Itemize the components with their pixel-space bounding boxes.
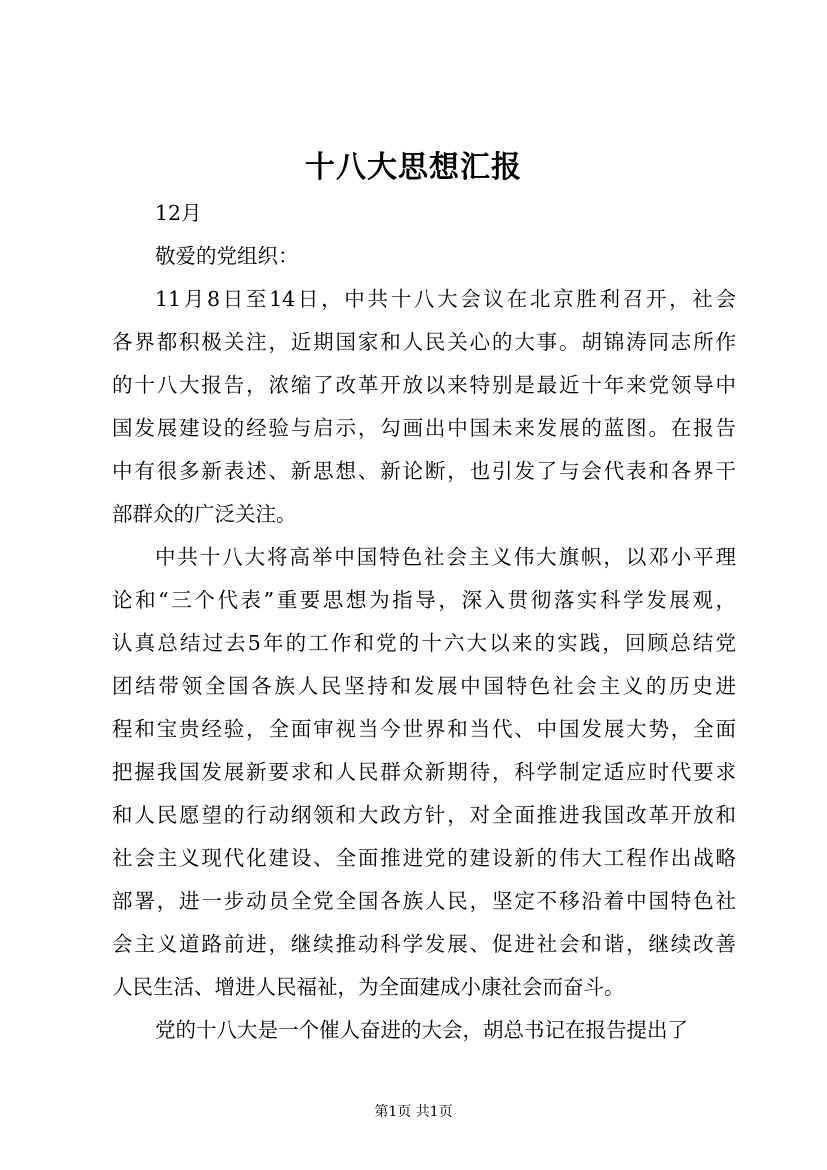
paragraph-line: 论和“三个代表”重要思想为指导，深入贯彻落实科学发展观， xyxy=(112,588,736,612)
date-line: 12月 xyxy=(155,201,202,225)
paragraph xyxy=(112,1009,736,1052)
paragraph-line: 和人民愿望的行动纲领和大政方针，对全面推进我国改革开放和 xyxy=(112,803,736,827)
paragraph-line: 部群众的广泛关注。 xyxy=(112,502,297,526)
paragraph-line: 认真总结过去5年的工作和党的十六大以来的实践，回顾总结党 xyxy=(112,631,736,655)
paragraphs xyxy=(112,278,736,1052)
paragraph-line: 各界都积极关注，近期国家和人民关心的大事。胡锦涛同志所作 xyxy=(112,330,736,354)
document-title: 十八大思想汇报 xyxy=(305,150,522,185)
paragraph-line: 中共十八大将高举中国特色社会主义伟大旗帜，以邓小平理 xyxy=(155,545,736,569)
paragraph xyxy=(112,278,736,536)
paragraph-line: 11月8日至14日，中共十八大会议在北京胜利召开，社会 xyxy=(155,287,736,311)
salutation: 敬爱的党组织： xyxy=(155,244,299,268)
paragraph-line: 社会主义现代化建设、全面推进党的建设新的伟大工程作出战略 xyxy=(112,846,736,870)
page-footer: 第1页 共1页 xyxy=(374,1104,453,1120)
paragraph-line: 国发展建设的经验与启示，勾画出中国未来发展的蓝图。在报告 xyxy=(112,416,736,440)
paragraph-line: 部署，进一步动员全党全国各族人民，坚定不移沿着中国特色社 xyxy=(112,889,736,913)
paragraph-line: 程和宝贵经验，全面审视当今世界和当代、中国发展大势，全面 xyxy=(112,717,736,741)
paragraph-line: 的十八大报告，浓缩了改革开放以来特别是最近十年来党领导中 xyxy=(112,373,736,397)
paragraph-line: 团结带领全国各族人民坚持和发展中国特色社会主义的历史进 xyxy=(112,674,736,698)
paragraph xyxy=(112,536,736,1009)
paragraph-line: 会主义道路前进，继续推动科学发展、促进社会和谐，继续改善 xyxy=(112,932,736,956)
paragraph-line: 中有很多新表述、新思想、新论断，也引发了与会代表和各界干 xyxy=(112,459,736,483)
paragraph-line: 把握我国发展新要求和人民群众新期待，科学制定适应时代要求 xyxy=(112,760,736,784)
document-body xyxy=(112,192,736,1052)
paragraph-line: 人民生活、增进人民福祉，为全面建成小康社会而奋斗。 xyxy=(112,975,625,999)
paragraph-line: 党的十八大是一个催人奋进的大会，胡总书记在报告提出了 xyxy=(155,1018,688,1042)
